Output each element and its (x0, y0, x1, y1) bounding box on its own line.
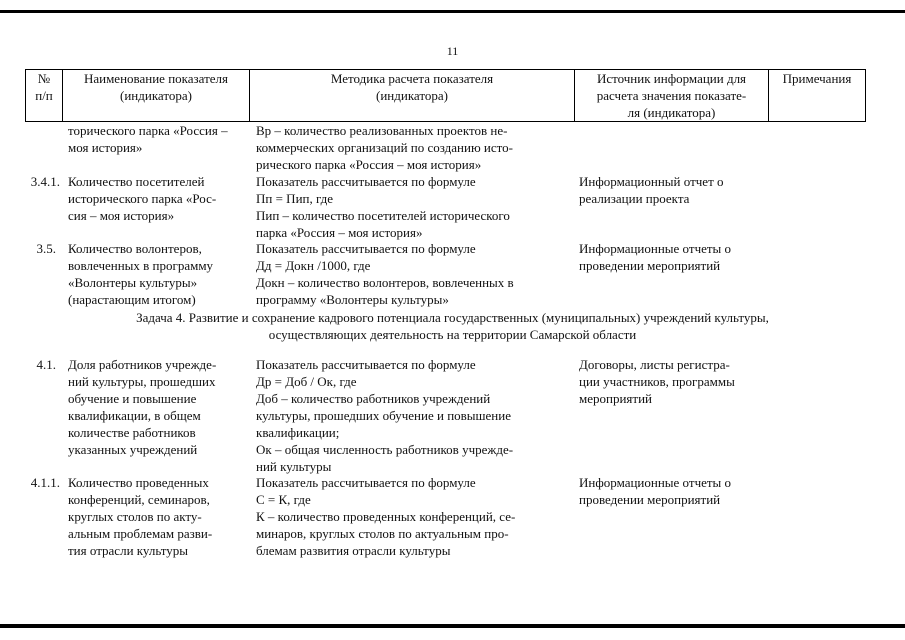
page-number: 11 (446, 44, 459, 58)
bottom-border-rule (0, 624, 905, 628)
top-border-rule (0, 10, 905, 13)
